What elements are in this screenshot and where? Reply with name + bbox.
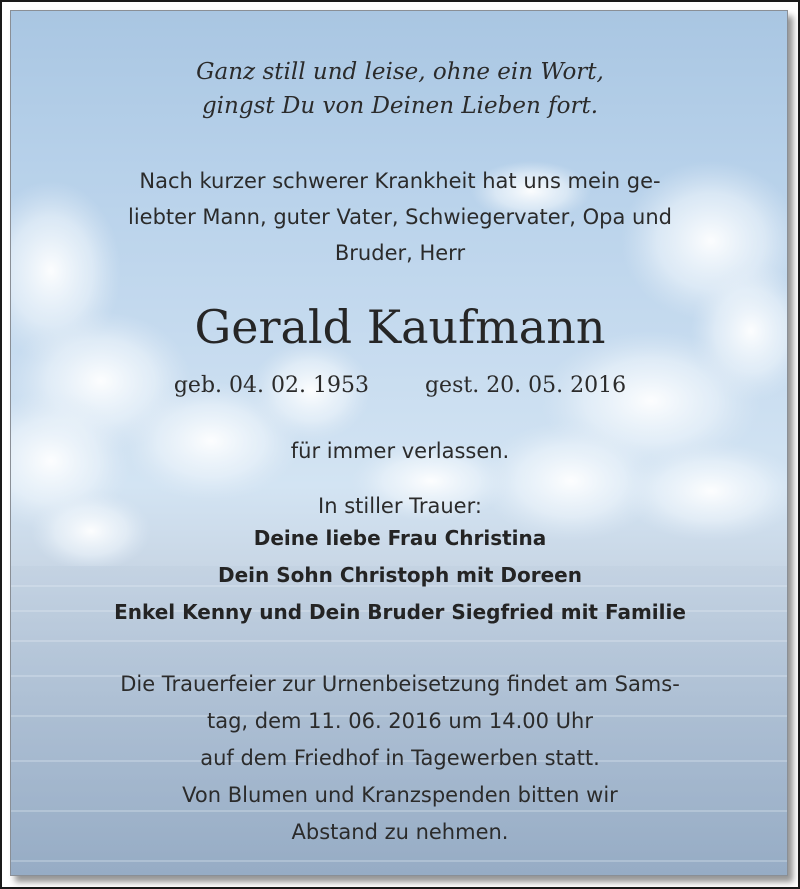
mourner-line: Dein Sohn Christoph mit Doreen xyxy=(218,563,582,587)
mourning-heading: In stiller Trauer: xyxy=(318,494,482,518)
mourner-line: Deine liebe Frau Christina xyxy=(253,526,547,550)
intro-line: Bruder, Herr xyxy=(334,241,466,265)
intro-line: liebter Mann, guter Vater, Schwiegervater, Opa und xyxy=(128,205,672,229)
notice-line: Abstand zu nehmen. xyxy=(291,820,509,844)
deceased-name: Gerald Kaufmann xyxy=(194,300,606,354)
obituary-card xyxy=(10,10,788,876)
verse-line: gingst Du von Deinen Lieben fort. xyxy=(201,93,599,119)
left-text: für immer verlassen. xyxy=(290,439,510,463)
notice-line: Die Trauerfeier zur Urnenbeisetzung findet am Sams- xyxy=(120,672,680,696)
birth-date: geb. 04. 02. 1953 xyxy=(173,373,369,398)
intro-line: Nach kurzer schwerer Krankheit hat uns mein ge- xyxy=(139,169,661,193)
notice-line: auf dem Friedhof in Tagewerben statt. xyxy=(200,746,600,770)
notice-line: tag, dem 11. 06. 2016 um 14.00 Uhr xyxy=(207,709,593,733)
intro-text xyxy=(11,163,788,271)
notice-line: Von Blumen und Kranzspenden bitten wir xyxy=(182,783,618,807)
mourner-line: Enkel Kenny und Dein Bruder Siegfried mit Familie xyxy=(114,600,686,624)
verse-line: Ganz still und leise, ohne ein Wort, xyxy=(196,59,604,85)
death-date: gest. 20. 05. 2016 xyxy=(424,373,627,398)
funeral-notice xyxy=(11,666,788,851)
life-dates xyxy=(11,371,788,401)
memorial-verse xyxy=(11,55,788,123)
